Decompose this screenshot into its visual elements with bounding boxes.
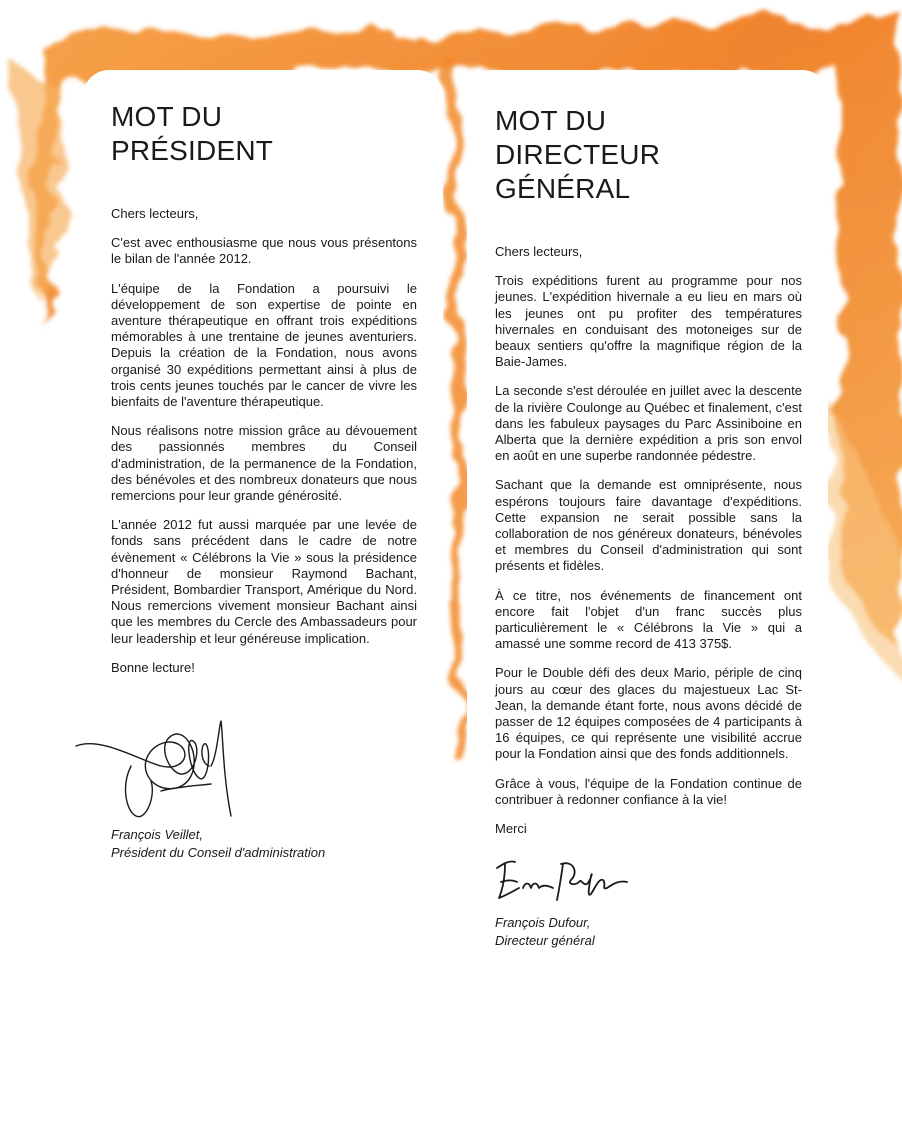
president-signer-title: Président du Conseil d'administration (111, 845, 326, 861)
director-signer (495, 914, 802, 950)
director-paragraph: Sachant que la demande est omniprésente, nous espérons toujours faire davantage d'expéditions. Cette expansion ne serait possible sans la collaboration de nos généreux donateurs, bénévoles et membres du Conseil d'administration qui sont présents et fidèles. (495, 477, 802, 574)
president-signer-name: François Veillet, (111, 827, 203, 843)
director-signer-title: Directeur général (495, 933, 595, 949)
president-message-panel (83, 70, 443, 1132)
director-paragraph: La seconde s'est déroulée en juillet avec la descente de la rivière Coulonge au Québec et finalement, c'est dans les fabuleux paysages du Parc Assiniboine en Alberta que la dernière expédition a pris son envol en août en une superbe randonnée pédestre. (495, 383, 802, 464)
director-body (495, 244, 802, 837)
president-signature-block (111, 716, 417, 862)
director-paragraph: Grâce à vous, l'équipe de la Fondation continue de contribuer à redonner confiance à la vie! (495, 775, 802, 807)
president-signer (111, 826, 417, 862)
director-paragraph: À ce titre, nos événements de financement ont encore fait l'objet d'un franc succès plus particulièrement le « Célébrons la Vie » qui a amassé une somme record de 413 375$. (495, 587, 802, 652)
director-signature (495, 850, 635, 910)
president-title-line1: MOT DU (111, 101, 223, 132)
director-message-panel (467, 70, 828, 1132)
president-paragraph: C'est avec enthousiasme que nous vous présentons le bilan de l'année 2012. (111, 235, 417, 267)
director-paragraph: Pour le Double défi des deux Mario, périple de cinq jours au cœur des glaces du majestueux Lac St-Jean, la demande étant forte, nous avons décidé de passer de 12 équipes composées de 4 participants à 16 équipes, ce qui représente une visibilité accrue pour la Fondation ainsi que des fonds additionnels. (495, 665, 802, 762)
president-signature (71, 716, 241, 826)
director-title-line2: DIRECTEUR GÉNÉRAL (495, 139, 661, 204)
president-paragraph: L'année 2012 fut aussi marquée par une levée de fonds sans précédent dans le cadre de notre évènement « Célébrons la Vie » sous la présidence d'honneur de monsieur Raymond Bachant, Président, Bombardier Transport, Amérique du Nord. Nous remercions vivement monsieur Bachant ainsi que les membres du Cercle des Ambassadeurs pour leur leadership et leur généreuse implication. (111, 517, 417, 646)
president-paragraph: Nous réalisons notre mission grâce au dévouement des passionnés membres du Conseil d'administration, de la permanence de la Fondation, des bénévoles et des nombreux donateurs que nous remercions pour leur grande générosité. (111, 423, 417, 504)
director-greeting: Chers lecteurs, (495, 244, 583, 259)
president-title (111, 100, 417, 168)
president-body (111, 206, 417, 676)
president-greeting: Chers lecteurs, (111, 206, 199, 221)
president-closing: Bonne lecture! (111, 659, 195, 675)
director-signer-name: François Dufour, (495, 915, 591, 931)
director-signature-block (495, 850, 802, 950)
president-paragraph: L'équipe de la Fondation a poursuivi le développement de son expertise de pointe en aventure thérapeutique en offrant trois expéditions mémorables à une trentaine de jeunes aventuriers. Depuis la création de la Fondation, nous avons organisé 30 expéditions permettant ainsi à plus de trois cents jeunes touchés par le cancer de vivre les bienfaits de l'aventure thérapeutique. (111, 280, 417, 410)
director-title (495, 104, 802, 206)
director-title-line1: MOT DU (495, 105, 607, 136)
director-paragraph: Trois expéditions furent au programme pour nos jeunes. L'expédition hivernale a eu lieu en mars où les jeunes ont pu profiter des températures hivernales en conduisant des motoneiges sur de beaux sentiers qu'offre la magnifique région de la Baie-James. (495, 273, 802, 370)
president-title-line2: PRÉSIDENT (111, 135, 274, 166)
director-closing: Merci (495, 821, 527, 837)
